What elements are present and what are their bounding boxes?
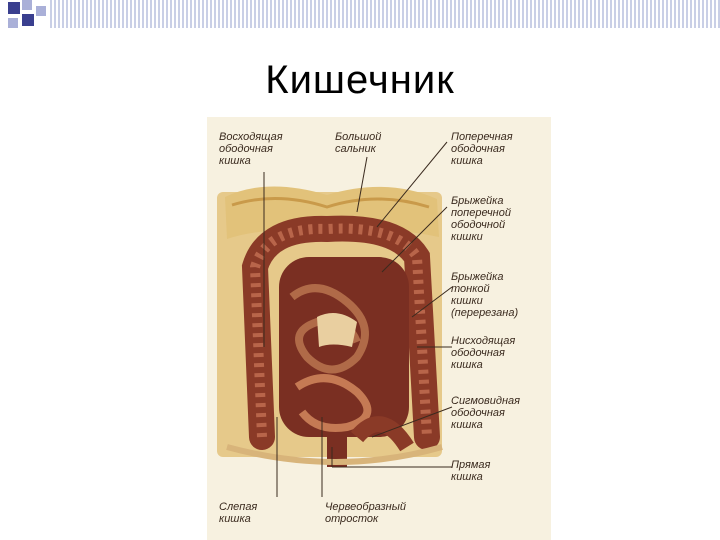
label-greater-omentum: Большой сальник [335,131,382,155]
intestine-drawing [207,117,551,540]
label-appendix: Червеобразный отросток [325,501,406,525]
label-transverse-mesocolon: Брыжейка поперечной ободочной кишки [451,195,511,243]
decor-square [22,14,34,26]
decor-square [8,18,18,28]
decor-square [36,6,46,16]
label-ascending-colon: Восходящая ободочная кишка [219,131,283,167]
label-cecum: Слепая кишка [219,501,258,525]
label-sigmoid-colon: Сигмовидная ободочная кишка [451,395,521,431]
decor-square [22,0,32,10]
label-rectum: Прямая кишка [451,459,491,483]
label-transverse-colon: Поперечная ободочная кишка [451,131,513,167]
intestine-illustration [207,117,551,540]
label-descending-colon: Нисходящая ободочная кишка [451,335,516,371]
slide-decoration [0,0,720,30]
decor-square [8,2,20,14]
decor-stripe [48,0,720,28]
label-small-intestine-mesentery: Брыжейка тонкой кишки (перерезана) [451,271,519,319]
slide-title: Кишечник [265,58,455,102]
